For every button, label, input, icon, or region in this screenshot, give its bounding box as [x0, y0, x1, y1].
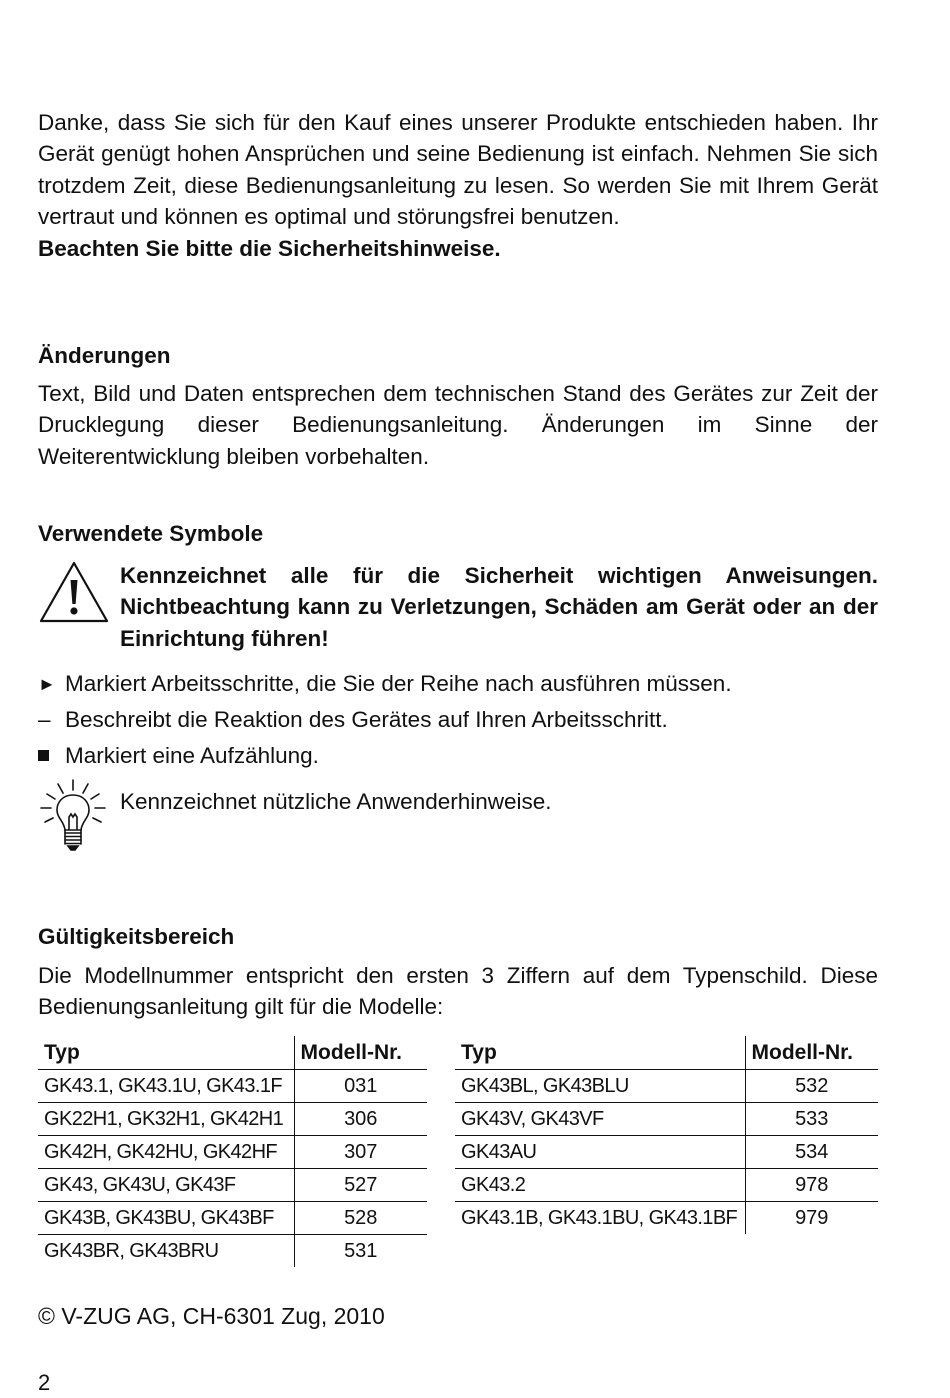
- copyright-text: © V-ZUG AG, CH-6301 Zug, 2010: [38, 1303, 385, 1329]
- page-number: 2: [38, 1370, 51, 1395]
- cell-nr: 532: [745, 1070, 878, 1103]
- intro-section: [38, 107, 878, 264]
- models-table-left: [38, 1036, 427, 1267]
- symbol-reaction-text: Beschreibt die Reaktion des Gerätes auf Ihren Arbeitsschritt.: [65, 707, 668, 732]
- light-bulb-icon: [38, 778, 108, 854]
- document-page: [38, 0, 878, 1395]
- table-row: [38, 1235, 427, 1268]
- table-row: [455, 1136, 878, 1169]
- table-row: [455, 1103, 878, 1136]
- changes-heading: Änderungen: [38, 343, 171, 368]
- symbol-step: [38, 667, 878, 701]
- cell-nr: 528: [294, 1202, 427, 1235]
- col-header-type: Typ: [455, 1036, 745, 1070]
- cell-type: GK43.1, GK43.1U, GK43.1F: [38, 1070, 294, 1103]
- table-row: [38, 1136, 427, 1169]
- square-bullet-icon: [38, 739, 60, 773]
- cell-nr: 978: [745, 1169, 878, 1202]
- cell-type: GK22H1, GK32H1, GK42H1: [38, 1103, 294, 1136]
- dash-icon: –: [38, 707, 51, 732]
- col-header-nr: Modell-Nr.: [745, 1036, 878, 1070]
- cell-nr: 979: [745, 1202, 878, 1235]
- changes-paragraph: Text, Bild und Daten entsprechen dem technischen Stand des Gerätes zur Zeit der Drucklegung dieser Bedienungsanleitung. Änderungen im Sinne der Weiterentwicklung bleiben vorbehalten.: [38, 381, 878, 469]
- models-table-right: [455, 1036, 878, 1234]
- table-row: [455, 1169, 878, 1202]
- validity-heading: Gültigkeitsbereich: [38, 924, 235, 949]
- warning-text: Kennzeichnet alle für die Sicherheit wichtigen Anweisungen. Nichtbeachtung kann zu Verletzungen, Schäden am Gerät oder an der Einrichtung führen!: [120, 563, 878, 651]
- table-header-row: [455, 1036, 878, 1070]
- table-row: [38, 1070, 427, 1103]
- cell-type: GK43BR, GK43BRU: [44, 1239, 219, 1262]
- tip-text: Kennzeichnet nützliche Anwenderhinweise.: [120, 789, 552, 814]
- cell-nr: 531: [294, 1235, 427, 1268]
- cell-type: GK43.2: [455, 1169, 745, 1202]
- table-row: [455, 1070, 878, 1103]
- col-header-type: Typ: [38, 1036, 294, 1070]
- cell-nr: 534: [745, 1136, 878, 1169]
- symbol-step-text: Markiert Arbeitsschritte, die Sie der Reihe nach ausführen müssen.: [65, 671, 732, 696]
- warning-triangle-icon: [38, 560, 110, 624]
- cell-type: GK43, GK43U, GK43F: [38, 1169, 294, 1202]
- col-header-nr: Modell-Nr.: [294, 1036, 427, 1070]
- validity-section: [38, 960, 878, 1023]
- cell-type: GK43.1B, GK43.1BU, GK43.1BF: [461, 1206, 738, 1229]
- cell-type: GK43AU: [455, 1136, 745, 1169]
- cell-nr: 307: [294, 1136, 427, 1169]
- table-row: [455, 1202, 878, 1235]
- intro-paragraph: Danke, dass Sie sich für den Kauf eines unserer Produkte entschieden haben. Ihr Gerät genügt hohen Ansprüchen und seine Bedienung ist einfach. Nehmen Sie sich trotzdem Zeit, diese Bedienungsanleitung zu lesen. So werden Sie mit Ihrem Gerät vertraut und können es optimal und störungsfrei benutzen.: [38, 110, 878, 230]
- changes-section: [38, 378, 878, 472]
- symbol-list: [38, 739, 878, 773]
- cell-type: GK43B, GK43BU, GK43BF: [38, 1202, 294, 1235]
- play-triangle-icon: ►: [38, 674, 56, 694]
- cell-nr: 031: [294, 1070, 427, 1103]
- table-row: [38, 1169, 427, 1202]
- cell-type: GK43V, GK43VF: [455, 1103, 745, 1136]
- cell-nr: 306: [294, 1103, 427, 1136]
- table-row: [38, 1103, 427, 1136]
- cell-type: GK42H, GK42HU, GK42HF: [38, 1136, 294, 1169]
- cell-nr: 533: [745, 1103, 878, 1136]
- table-row: [38, 1202, 427, 1235]
- validity-paragraph: Die Modellnummer entspricht den ersten 3 Ziffern auf dem Typenschild. Diese Bedienungsanleitung gilt für die Modelle:: [38, 963, 878, 1020]
- table-header-row: [38, 1036, 427, 1070]
- cell-type: GK43BL, GK43BLU: [455, 1070, 745, 1103]
- cell-nr: 527: [294, 1169, 427, 1202]
- symbol-list-text: Markiert eine Aufzählung.: [65, 743, 319, 768]
- symbol-reaction: [38, 703, 878, 737]
- symbols-heading: Verwendete Symbole: [38, 521, 264, 546]
- safety-note: Beachten Sie bitte die Sicherheitshinweise.: [38, 235, 501, 261]
